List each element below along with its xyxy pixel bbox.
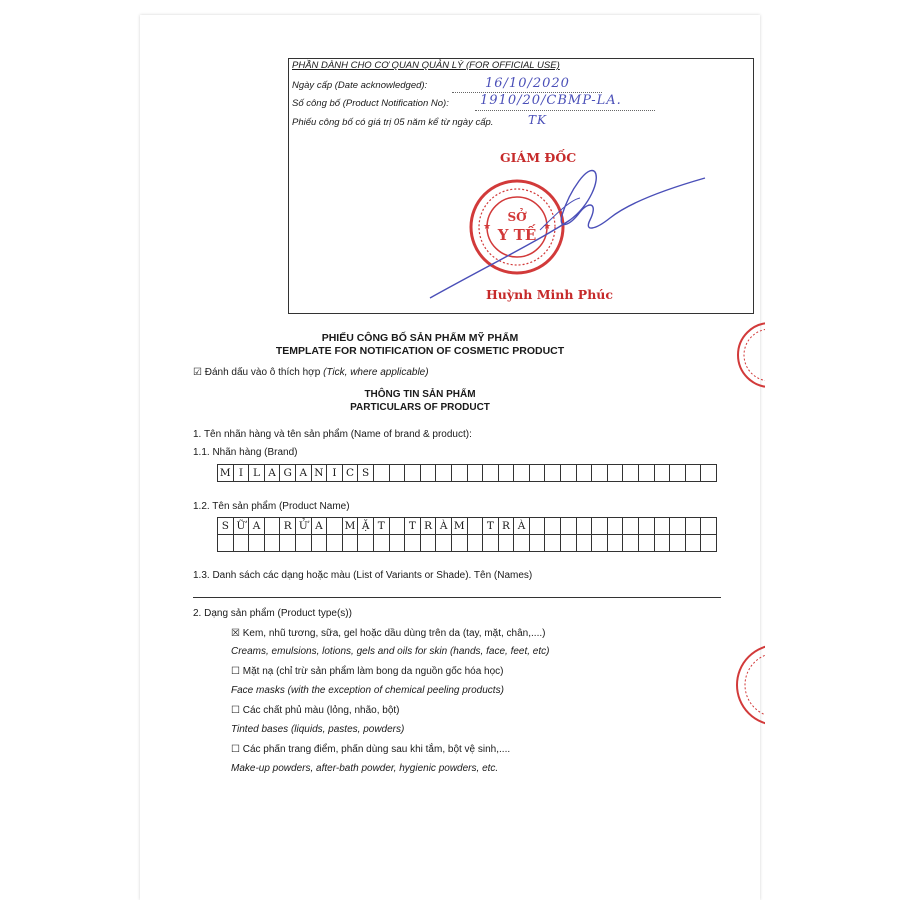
char-cell — [467, 464, 484, 482]
char-cell — [482, 464, 499, 482]
char-cell: R — [279, 517, 296, 535]
form-title-vi: PHIẾU CÔNG BỐ SẢN PHẨM MỸ PHẨM — [321, 332, 519, 344]
checkbox-icon: ☐ — [231, 705, 240, 716]
char-cell — [389, 517, 406, 535]
product-type-option-3 — [231, 705, 400, 716]
director-signature — [420, 160, 710, 300]
char-cell: T — [482, 517, 499, 535]
char-cell — [529, 517, 546, 535]
char-cell — [264, 517, 281, 535]
char-cell: N — [311, 464, 328, 482]
product-name-char-grid — [218, 517, 717, 535]
char-cell — [326, 517, 343, 535]
char-cell-empty — [217, 534, 234, 552]
char-cell: S — [217, 517, 234, 535]
char-cell-empty — [295, 534, 312, 552]
tick-note-checkbox-icon: ☑ — [193, 367, 202, 378]
char-cell — [700, 517, 717, 535]
char-cell — [700, 464, 717, 482]
char-cell: R — [498, 517, 515, 535]
char-cell-empty — [248, 534, 265, 552]
number-dotted-line — [475, 110, 655, 111]
edge-stamp-top — [735, 320, 765, 390]
char-cell: A — [264, 464, 281, 482]
char-cell — [544, 517, 561, 535]
char-cell-empty — [373, 534, 390, 552]
char-cell: M — [451, 517, 468, 535]
char-cell: M — [342, 517, 359, 535]
char-cell — [669, 464, 686, 482]
char-cell — [638, 464, 655, 482]
char-cell: C — [342, 464, 359, 482]
char-cell — [638, 517, 655, 535]
char-cell-empty — [311, 534, 328, 552]
option-4-vi: Các phấn trang điểm, phấn dùng sau khi tắm, bột vệ sinh,.... — [242, 744, 511, 755]
char-cell — [467, 517, 484, 535]
char-cell: Ữ — [233, 517, 250, 535]
option-1-en: Creams, emulsions, lotions, gels and oils for skin (hands, face, feet, etc) — [231, 646, 550, 657]
char-cell-empty — [326, 534, 343, 552]
char-cell — [435, 464, 452, 482]
char-cell — [389, 464, 406, 482]
char-cell — [560, 464, 577, 482]
char-cell: I — [326, 464, 343, 482]
char-cell-empty — [685, 534, 702, 552]
char-cell-empty — [622, 534, 639, 552]
char-cell-empty — [576, 534, 593, 552]
option-3-en: Tinted bases (liquids, pastes, powders) — [231, 724, 405, 735]
director-title: GIÁM ĐỐC — [500, 150, 577, 165]
option-1-vi: Kem, nhũ tương, sữa, gel hoặc dầu dùng trên da (tay, mặt, chân,....) — [242, 628, 546, 639]
char-cell-empty — [498, 534, 515, 552]
char-cell-empty — [638, 534, 655, 552]
char-cell-empty — [482, 534, 499, 552]
char-cell-empty — [342, 534, 359, 552]
char-cell: À — [513, 517, 530, 535]
stamp-star-left: ★ — [482, 221, 492, 231]
tick-note-vi: Đánh dấu vào ô thích hợp — [204, 367, 324, 378]
char-cell — [685, 517, 702, 535]
char-cell: I — [233, 464, 250, 482]
char-cell-empty — [435, 534, 452, 552]
char-cell: L — [248, 464, 265, 482]
char-cell — [591, 517, 608, 535]
char-cell: Ử — [295, 517, 312, 535]
option-4-en: Make-up powders, after-bath powder, hygienic powders, etc. — [231, 763, 499, 774]
stamp-line-2: Y TẾ — [497, 226, 537, 244]
char-cell — [560, 517, 577, 535]
char-cell — [404, 464, 421, 482]
char-cell — [576, 464, 593, 482]
char-cell: T — [404, 517, 421, 535]
product-name-label: 1.2. Tên sản phẩm (Product Name) — [193, 501, 350, 512]
option-2-vi: Mặt nạ (chỉ trừ sản phẩm làm bong da nguồn gốc hóa học) — [242, 666, 504, 677]
char-cell — [373, 464, 390, 482]
char-cell-empty — [467, 534, 484, 552]
date-acknowledged-label: Ngày cấp (Date acknowledged): — [292, 80, 428, 91]
char-cell-empty — [233, 534, 250, 552]
char-cell-empty — [420, 534, 437, 552]
char-cell: M — [217, 464, 234, 482]
stamp-line-1: SỞ — [507, 210, 527, 224]
char-cell-empty — [529, 534, 546, 552]
section-1-label: 1. Tên nhãn hàng và tên sản phẩm (Name of brand & product): — [193, 429, 472, 440]
char-cell-empty — [404, 534, 421, 552]
product-name-char-grid-row-2 — [218, 534, 717, 552]
variants-underline — [193, 597, 721, 598]
char-cell — [654, 464, 671, 482]
char-cell-empty — [700, 534, 717, 552]
char-cell — [576, 517, 593, 535]
product-type-option-2 — [231, 666, 504, 677]
char-cell: G — [279, 464, 296, 482]
char-cell — [669, 517, 686, 535]
variants-label: 1.3. Danh sách các dạng hoặc màu (List of Variants or Shade). Tên (Names) — [193, 570, 533, 581]
char-cell-empty — [607, 534, 624, 552]
char-cell-empty — [669, 534, 686, 552]
char-cell-empty — [654, 534, 671, 552]
notification-number-value: 1910/20/CBMP-LA. — [480, 93, 622, 108]
char-cell — [607, 517, 624, 535]
char-cell — [498, 464, 515, 482]
product-type-option-1 — [231, 628, 545, 639]
stamp-star-right: ★ — [542, 221, 552, 231]
notification-number-label: Số công bố (Product Notification No): — [292, 98, 449, 109]
char-cell-empty — [560, 534, 577, 552]
validity-note: Phiếu công bố có giá trị 05 năm kể từ ngày cấp. — [292, 117, 494, 128]
char-cell: À — [435, 517, 452, 535]
char-cell: S — [357, 464, 374, 482]
char-cell — [607, 464, 624, 482]
char-cell: A — [248, 517, 265, 535]
char-cell — [420, 464, 437, 482]
char-cell — [622, 517, 639, 535]
option-2-en: Face masks (with the exception of chemical peeling products) — [231, 685, 504, 696]
char-cell — [544, 464, 561, 482]
char-cell-empty — [544, 534, 561, 552]
char-cell — [513, 464, 530, 482]
form-title-en: TEMPLATE FOR NOTIFICATION OF COSMETIC PRODUCT — [275, 345, 565, 357]
brand-label: 1.1. Nhãn hàng (Brand) — [193, 447, 298, 458]
char-cell-empty — [591, 534, 608, 552]
char-cell — [654, 517, 671, 535]
tick-note — [193, 367, 429, 378]
char-cell-empty — [513, 534, 530, 552]
product-type-option-4 — [231, 744, 510, 755]
char-cell — [529, 464, 546, 482]
checked-box-icon: ☒ — [231, 628, 240, 639]
particulars-title-en: PARTICULARS OF PRODUCT — [350, 402, 490, 413]
signer-name: Huỳnh Minh Phúc — [486, 287, 613, 302]
char-cell-empty — [264, 534, 281, 552]
section-2-label: 2. Dạng sản phẩm (Product type(s)) — [193, 608, 352, 619]
char-cell: T — [373, 517, 390, 535]
official-use-header: PHẦN DÀNH CHO CƠ QUAN QUẢN LÝ (FOR OFFICIAL USE) — [292, 60, 560, 71]
tick-note-en: (Tick, where applicable) — [323, 367, 429, 378]
initials: TK — [528, 113, 547, 127]
char-cell-empty — [389, 534, 406, 552]
char-cell: R — [420, 517, 437, 535]
char-cell: A — [311, 517, 328, 535]
checkbox-icon: ☐ — [231, 744, 240, 755]
char-cell — [622, 464, 639, 482]
char-cell: Ặ — [357, 517, 374, 535]
char-cell: A — [295, 464, 312, 482]
particulars-title-vi: THÔNG TIN SẢN PHẨM — [364, 389, 476, 400]
char-cell-empty — [451, 534, 468, 552]
edge-stamp-bottom — [735, 640, 765, 730]
char-cell — [591, 464, 608, 482]
option-3-vi: Các chất phủ màu (lỏng, nhão, bột) — [242, 705, 400, 716]
brand-char-grid — [218, 464, 717, 482]
date-acknowledged-value: 16/10/2020 — [485, 76, 570, 91]
char-cell — [685, 464, 702, 482]
char-cell-empty — [279, 534, 296, 552]
checkbox-icon: ☐ — [231, 666, 240, 677]
char-cell — [451, 464, 468, 482]
char-cell-empty — [357, 534, 374, 552]
